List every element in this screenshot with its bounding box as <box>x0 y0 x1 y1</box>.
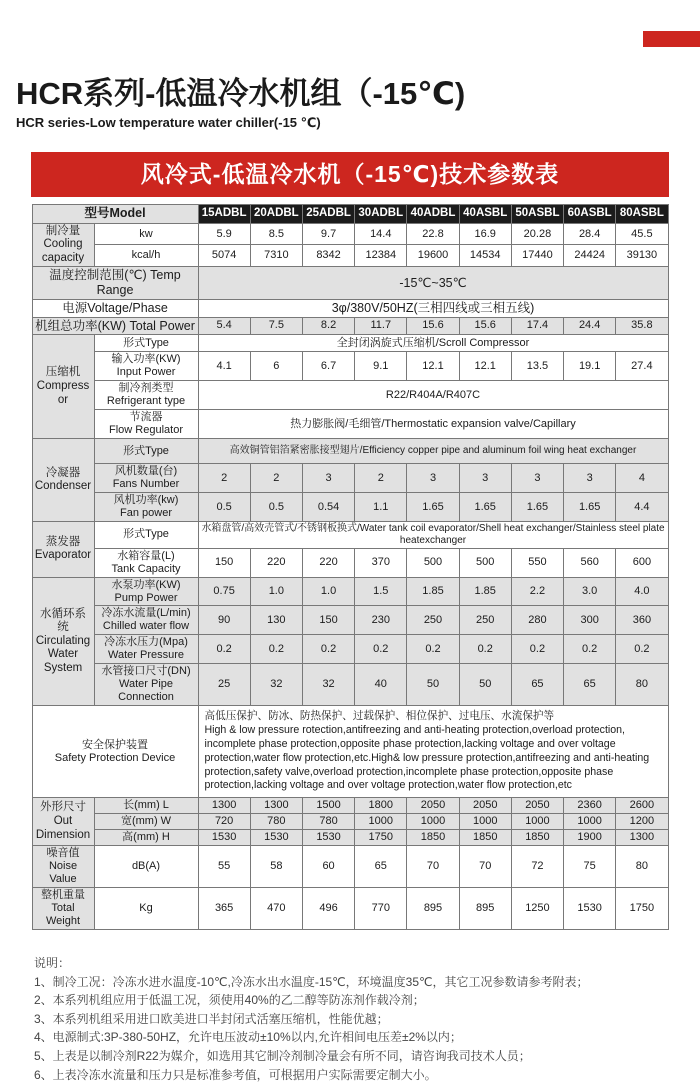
model-header-cell: 40ADBL <box>407 204 459 223</box>
text-line: 水泵功率(KW) <box>111 578 181 591</box>
spec-value-cell: 1000 <box>407 814 459 830</box>
row-label-width: 宽(mm) W <box>94 814 198 830</box>
spec-value-cell: 1.65 <box>407 493 459 522</box>
spec-value-cell: 2600 <box>616 798 668 814</box>
spec-value-cell: 1.85 <box>459 577 511 606</box>
group-label-compressor <box>32 335 94 439</box>
spec-value-cell: 1.0 <box>250 577 302 606</box>
spec-value-cell: 16.9 <box>459 223 511 245</box>
text-line: 水循环系统 <box>40 607 86 634</box>
spec-value-cell: 1.65 <box>564 493 616 522</box>
spec-value-cell: 1300 <box>198 798 250 814</box>
model-header-cell: 15ADBL <box>198 204 250 223</box>
spec-value-cell: 2 <box>250 464 302 493</box>
text-line: 压缩机 <box>45 366 81 379</box>
spec-value-cell: 0.2 <box>564 635 616 664</box>
row-dimension-width <box>32 814 668 830</box>
row-label-pipe-connection <box>94 664 198 706</box>
spec-value-cell: 6.7 <box>302 352 354 381</box>
spec-value-cell: 7.5 <box>250 317 302 335</box>
spec-value-cell: 32 <box>250 664 302 706</box>
spec-value-cell: 70 <box>459 846 511 888</box>
spec-value-cell: 17440 <box>511 245 563 267</box>
text-line: 冷冻水压力(Mpa) <box>104 636 188 649</box>
row-tank-capacity <box>32 548 668 577</box>
spec-value-cell: 0.2 <box>355 635 407 664</box>
spec-value-cell: 300 <box>564 606 616 635</box>
spec-value-cell: 2050 <box>407 798 459 814</box>
row-label-evaporator-type: 形式Type <box>94 522 198 549</box>
model-header-cell: 25ADBL <box>302 204 354 223</box>
spec-value-cell: 1.65 <box>511 493 563 522</box>
row-label-kw: kw <box>94 223 198 245</box>
spec-value-cell: 1000 <box>355 814 407 830</box>
spec-value-cell: 220 <box>250 548 302 577</box>
row-safety <box>32 706 668 798</box>
spec-value-cell: 70 <box>407 846 459 888</box>
spec-value-cell: 80 <box>616 846 668 888</box>
row-cooling-kw <box>32 223 668 245</box>
flow-regulator-value: 热力膨胀阀/毛细管/Thermostatic expansion valve/Capillary <box>198 410 668 439</box>
row-pipe-connection <box>32 664 668 706</box>
spec-value-cell: 1.5 <box>355 577 407 606</box>
text-line: Connection <box>118 691 174 704</box>
row-total-power <box>32 317 668 335</box>
spec-value-cell: 4.0 <box>616 577 668 606</box>
row-power-supply <box>32 299 668 317</box>
spec-value-cell: 28.4 <box>564 223 616 245</box>
power-supply-value: 3φ/380V/50HZ(三相四线或三相五线) <box>198 299 668 317</box>
spec-value-cell: 150 <box>198 548 250 577</box>
spec-value-cell: 2360 <box>564 798 616 814</box>
spec-value-cell: 72 <box>511 846 563 888</box>
spec-value-cell: 1900 <box>564 830 616 846</box>
model-header-cell: 60ASBL <box>564 204 616 223</box>
text-line: 5、上表是以制冷剂R22为媒介，如选用其它制冷剂制冷量会有所不同，请咨询我司技术人员； <box>34 1048 531 1063</box>
text-line: Compressor <box>36 379 90 406</box>
spec-value-cell: 39130 <box>616 245 668 267</box>
spec-value-cell: 22.8 <box>407 223 459 245</box>
spec-value-cell: 0.2 <box>250 635 302 664</box>
row-label-flow-regulator <box>94 410 198 439</box>
spec-value-cell: 365 <box>198 888 250 930</box>
spec-table <box>32 204 669 930</box>
row-evaporator-type <box>32 522 668 549</box>
spec-value-cell: 1.65 <box>459 493 511 522</box>
spec-value-cell: 55 <box>198 846 250 888</box>
row-label-water-pressure <box>94 635 198 664</box>
text-line: 4、电源制式:3P-380-50HZ，允许电压波动±10%以内,允许相间电压差±2%以内； <box>34 1030 462 1045</box>
spec-value-cell: 5074 <box>198 245 250 267</box>
spec-value-cell: 3 <box>302 464 354 493</box>
spec-value-cell: 11.7 <box>355 317 407 335</box>
text-line: Chilled water flow <box>102 620 190 633</box>
spec-value-cell: 4.1 <box>198 352 250 381</box>
spec-value-cell: 1530 <box>302 830 354 846</box>
notes-section <box>34 954 700 1084</box>
text-line: 输入功率(KW) <box>111 353 181 366</box>
notes-heading: 说明： <box>34 955 71 970</box>
text-line: 1、制冷工况：冷冻水进水温度-10℃,冷冻水出水温度-15℃，环境温度35℃，其它工况参数请参考附表； <box>34 974 589 989</box>
spec-value-cell: 20.28 <box>511 223 563 245</box>
row-label-fan-power <box>94 493 198 522</box>
row-condenser-type <box>32 439 668 464</box>
spec-value-cell: 58 <box>250 846 302 888</box>
text-line: 安全保护装置 <box>82 738 148 751</box>
spec-value-cell: 3 <box>459 464 511 493</box>
spec-value-cell: 370 <box>355 548 407 577</box>
text-line: 蒸发器 <box>45 535 81 548</box>
spec-value-cell: 2050 <box>459 798 511 814</box>
spec-value-cell: 0.54 <box>302 493 354 522</box>
row-label-chilled-flow <box>94 606 198 635</box>
model-header-label: 型号Model <box>32 204 198 223</box>
spec-value-cell: 500 <box>459 548 511 577</box>
row-label-kcal: kcal/h <box>94 245 198 267</box>
safety-value <box>198 706 668 798</box>
text-line: Circulating <box>35 634 91 647</box>
model-header-cell: 80ASBL <box>616 204 668 223</box>
noise-unit: dB(A) <box>94 846 198 888</box>
spec-value-cell: 65 <box>355 846 407 888</box>
spec-value-cell: 19600 <box>407 245 459 267</box>
spec-value-cell: 1500 <box>302 798 354 814</box>
text-line: High & low pressure rotection,antifreezing and anti-heating protection,overload protection, incomplete phase protection,opposite phase protection,lacking voltage and over voltage protection,water flow protection,etc.High& low pressure protection,antifreezing and anti-heating protection,safety valve,overload protection,incomplete phase protection,opposite phase protection,lacking voltage and over voltage protection,water flow protection,etc <box>204 724 650 792</box>
spec-value-cell: 1750 <box>616 888 668 930</box>
spec-value-cell: 5.4 <box>198 317 250 335</box>
spec-value-cell: 12.1 <box>407 352 459 381</box>
spec-value-cell: 4.4 <box>616 493 668 522</box>
spec-value-cell: 720 <box>198 814 250 830</box>
text-line: 水管接口尺寸(DN) <box>101 665 191 678</box>
spec-value-cell: 500 <box>407 548 459 577</box>
spec-value-cell: 360 <box>616 606 668 635</box>
spec-value-cell: 15.6 <box>407 317 459 335</box>
spec-value-cell: 2050 <box>511 798 563 814</box>
text-line: 制冷剂类型 <box>118 382 174 395</box>
spec-value-cell: 8.2 <box>302 317 354 335</box>
spec-value-cell: 230 <box>355 606 407 635</box>
text-line: Condenser <box>34 480 92 493</box>
model-header-cell: 30ADBL <box>355 204 407 223</box>
spec-value-cell: 895 <box>407 888 459 930</box>
row-dimension-length <box>32 798 668 814</box>
spec-value-cell: 0.2 <box>511 635 563 664</box>
spec-value-cell: 220 <box>302 548 354 577</box>
spec-value-cell: 27.4 <box>616 352 668 381</box>
text-line: 节流器 <box>129 411 163 424</box>
row-cooling-kcal <box>32 245 668 267</box>
spec-value-cell: 0.2 <box>198 635 250 664</box>
spec-value-cell: 35.8 <box>616 317 668 335</box>
row-fans-number <box>32 464 668 493</box>
spec-value-cell: 75 <box>564 846 616 888</box>
spec-value-cell: 60 <box>302 846 354 888</box>
spec-value-cell: 780 <box>302 814 354 830</box>
text-line: Pump Power <box>114 591 178 604</box>
spec-value-cell: 3 <box>511 464 563 493</box>
spec-value-cell: 1530 <box>564 888 616 930</box>
spec-value-cell: 1.0 <box>302 577 354 606</box>
text-line: Water Pressure <box>108 649 185 662</box>
spec-value-cell: 1850 <box>407 830 459 846</box>
text-line: Water Pipe <box>119 678 174 691</box>
spec-value-cell: 1000 <box>459 814 511 830</box>
spec-value-cell: 7310 <box>250 245 302 267</box>
row-label-length: 长(mm) L <box>94 798 198 814</box>
spec-value-cell: 280 <box>511 606 563 635</box>
evaporator-type-value: 水箱盘管/高效壳管式/不锈钢板换式/Water tank coil evaporator/Shell heat exchanger/Stainless steel plate heatexchanger <box>198 522 668 549</box>
text-line: 冷冻水流量(L/min) <box>101 607 191 620</box>
spec-value-cell: 6 <box>250 352 302 381</box>
row-noise <box>32 846 668 888</box>
model-header-cell: 50ASBL <box>511 204 563 223</box>
spec-value-cell: 65 <box>564 664 616 706</box>
spec-value-cell: 895 <box>459 888 511 930</box>
text-line: Tank Capacity <box>111 562 181 575</box>
spec-value-cell: 770 <box>355 888 407 930</box>
spec-value-cell: 50 <box>407 664 459 706</box>
spec-value-cell: 12.1 <box>459 352 511 381</box>
spec-value-cell: 3.0 <box>564 577 616 606</box>
text-line: 冷凝器 <box>45 466 81 479</box>
row-label-total-power: 机组总功率(KW) Total Power <box>32 317 198 335</box>
spec-value-cell: 8.5 <box>250 223 302 245</box>
spec-value-cell: 1850 <box>459 830 511 846</box>
group-label-dimension <box>32 798 94 846</box>
text-line: 噪音值 <box>46 847 80 860</box>
spec-value-cell: 150 <box>302 606 354 635</box>
row-label-temp-range: 温度控制范围(℃) Temp Range <box>32 267 198 300</box>
spec-value-cell: 0.2 <box>302 635 354 664</box>
row-label-pump-power <box>94 577 198 606</box>
spec-value-cell: 2 <box>198 464 250 493</box>
spec-value-cell: 550 <box>511 548 563 577</box>
temp-range-value: -15℃~35℃ <box>198 267 668 300</box>
group-label-cooling <box>32 223 94 267</box>
spec-value-cell: 1000 <box>564 814 616 830</box>
spec-value-cell: 3 <box>407 464 459 493</box>
notes-list <box>34 973 700 1084</box>
spec-value-cell: 15.6 <box>459 317 511 335</box>
spec-value-cell: 1800 <box>355 798 407 814</box>
text-line: Safety Protection Device <box>54 751 176 764</box>
text-line: Refrigerant type <box>106 395 186 408</box>
weight-unit: Kg <box>94 888 198 930</box>
table-header-row <box>32 204 668 223</box>
spec-value-cell: 0.75 <box>198 577 250 606</box>
text-line: 高低压保护、防冰、防热保护、过载保护、相位保护、过电压、水流保护等 <box>204 710 555 723</box>
row-compressor-type <box>32 335 668 352</box>
spec-value-cell: 0.2 <box>616 635 668 664</box>
spec-value-cell: 0.2 <box>407 635 459 664</box>
spec-value-cell: 130 <box>250 606 302 635</box>
spec-value-cell: 24.4 <box>564 317 616 335</box>
spec-value-cell: 1850 <box>511 830 563 846</box>
text-line: 水箱容量(L) <box>117 549 175 562</box>
text-line: Out Dimension <box>35 814 91 841</box>
row-label-power-supply: 电源Voltage/Phase <box>32 299 198 317</box>
spec-value-cell: 600 <box>616 548 668 577</box>
spec-value-cell: 9.1 <box>355 352 407 381</box>
spec-value-cell: 19.1 <box>564 352 616 381</box>
row-dimension-height <box>32 830 668 846</box>
text-line: 外形尺寸 <box>40 801 86 814</box>
spec-value-cell: 560 <box>564 548 616 577</box>
text-line: 风机功率(kw) <box>113 494 179 507</box>
spec-value-cell: 250 <box>459 606 511 635</box>
row-label-tank-capacity <box>94 548 198 577</box>
compressor-type-value: 全封闭涡旋式压缩机/Scroll Compressor <box>198 335 668 352</box>
row-label-fans-number <box>94 464 198 493</box>
spec-value-cell: 1250 <box>511 888 563 930</box>
text-line: 制冷量 <box>45 224 81 237</box>
spec-value-cell: 470 <box>250 888 302 930</box>
spec-value-cell: 90 <box>198 606 250 635</box>
row-chilled-flow <box>32 606 668 635</box>
row-pump-power <box>32 577 668 606</box>
text-line: Input Power <box>116 366 176 379</box>
row-label-input-power <box>94 352 198 381</box>
top-right-red-bar <box>643 31 700 47</box>
page-title: HCR系列-低温冷水机组（-15℃) <box>16 76 466 111</box>
spec-value-cell: 2 <box>355 464 407 493</box>
page-subtitle: HCR series-Low temperature water chiller(-15 ℃) <box>16 114 321 130</box>
row-label-compressor-type: 形式Type <box>94 335 198 352</box>
spec-value-cell: 1.85 <box>407 577 459 606</box>
spec-value-cell: 14534 <box>459 245 511 267</box>
spec-value-cell: 45.5 <box>616 223 668 245</box>
spec-value-cell: 65 <box>511 664 563 706</box>
spec-value-cell: 0.5 <box>198 493 250 522</box>
text-line: 2、本系列机组应用于低温工况，须使用40%的乙二醇等防冻剂作载冷剂； <box>34 993 425 1008</box>
spec-value-cell: 50 <box>459 664 511 706</box>
spec-value-cell: 24424 <box>564 245 616 267</box>
text-line: Total Weight <box>45 902 81 928</box>
spec-value-cell: 5.9 <box>198 223 250 245</box>
row-fan-power <box>32 493 668 522</box>
row-label-safety <box>32 706 198 798</box>
row-input-power <box>32 352 668 381</box>
group-label-condenser <box>32 439 94 522</box>
spec-value-cell: 0.5 <box>250 493 302 522</box>
text-line: Cooling capacity <box>41 238 85 264</box>
text-line: Fan power <box>120 507 172 520</box>
spec-value-cell: 3 <box>564 464 616 493</box>
text-line: Noise Value <box>48 860 78 886</box>
spec-value-cell: 14.4 <box>355 223 407 245</box>
row-weight <box>32 888 668 930</box>
group-label-evaporator <box>32 522 94 578</box>
row-flow-regulator <box>32 410 668 439</box>
row-label-noise <box>32 846 94 888</box>
spec-value-cell: 1300 <box>616 830 668 846</box>
spec-value-cell: 1530 <box>198 830 250 846</box>
model-header-cell: 20ADBL <box>250 204 302 223</box>
row-label-refrigerant <box>94 381 198 410</box>
text-line: 整机重量 <box>41 889 85 902</box>
spec-value-cell: 1.1 <box>355 493 407 522</box>
spec-value-cell: 0.2 <box>459 635 511 664</box>
row-label-condenser-type: 形式Type <box>94 439 198 464</box>
spec-value-cell: 780 <box>250 814 302 830</box>
spec-value-cell: 1530 <box>250 830 302 846</box>
row-temp-range <box>32 267 668 300</box>
spec-value-cell: 17.4 <box>511 317 563 335</box>
spec-value-cell: 80 <box>616 664 668 706</box>
spec-value-cell: 2.2 <box>511 577 563 606</box>
row-label-weight <box>32 888 94 930</box>
spec-value-cell: 40 <box>355 664 407 706</box>
text-line: Evaporator <box>34 549 92 562</box>
spec-value-cell: 1300 <box>250 798 302 814</box>
row-refrigerant <box>32 381 668 410</box>
spec-value-cell: 9.7 <box>302 223 354 245</box>
spec-value-cell: 32 <box>302 664 354 706</box>
group-label-water-system <box>32 577 94 706</box>
text-line: 6、上表冷冻水流量和压力只是标准参考值，可根据用户实际需要定制大小。 <box>34 1067 437 1082</box>
text-line: Fans Number <box>112 478 180 491</box>
spec-value-cell: 13.5 <box>511 352 563 381</box>
text-line: Water System <box>43 648 83 674</box>
spec-value-cell: 25 <box>198 664 250 706</box>
spec-value-cell: 496 <box>302 888 354 930</box>
text-line: Flow Regulator <box>109 424 183 437</box>
model-header-cell: 40ASBL <box>459 204 511 223</box>
spec-value-cell: 1000 <box>511 814 563 830</box>
spec-value-cell: 4 <box>616 464 668 493</box>
text-line: 3、本系列机组采用进口欧美进口半封闭式活塞压缩机，性能优越； <box>34 1011 389 1026</box>
spec-value-cell: 250 <box>407 606 459 635</box>
spec-value-cell: 12384 <box>355 245 407 267</box>
text-line: 风机数量(台) <box>114 465 178 478</box>
condenser-type-value: 高效铜管铝箔紧密胀接型翅片/Efficiency copper pipe and aluminum foil wing heat exchanger <box>198 439 668 464</box>
page-header <box>0 0 700 131</box>
row-water-pressure <box>32 635 668 664</box>
refrigerant-value: R22/R404A/R407C <box>198 381 668 410</box>
section-banner: 风冷式-低温冷水机（-15℃)技术参数表 <box>31 152 669 197</box>
spec-value-cell: 8342 <box>302 245 354 267</box>
row-label-height: 高(mm) H <box>94 830 198 846</box>
spec-value-cell: 1200 <box>616 814 668 830</box>
spec-value-cell: 1750 <box>355 830 407 846</box>
